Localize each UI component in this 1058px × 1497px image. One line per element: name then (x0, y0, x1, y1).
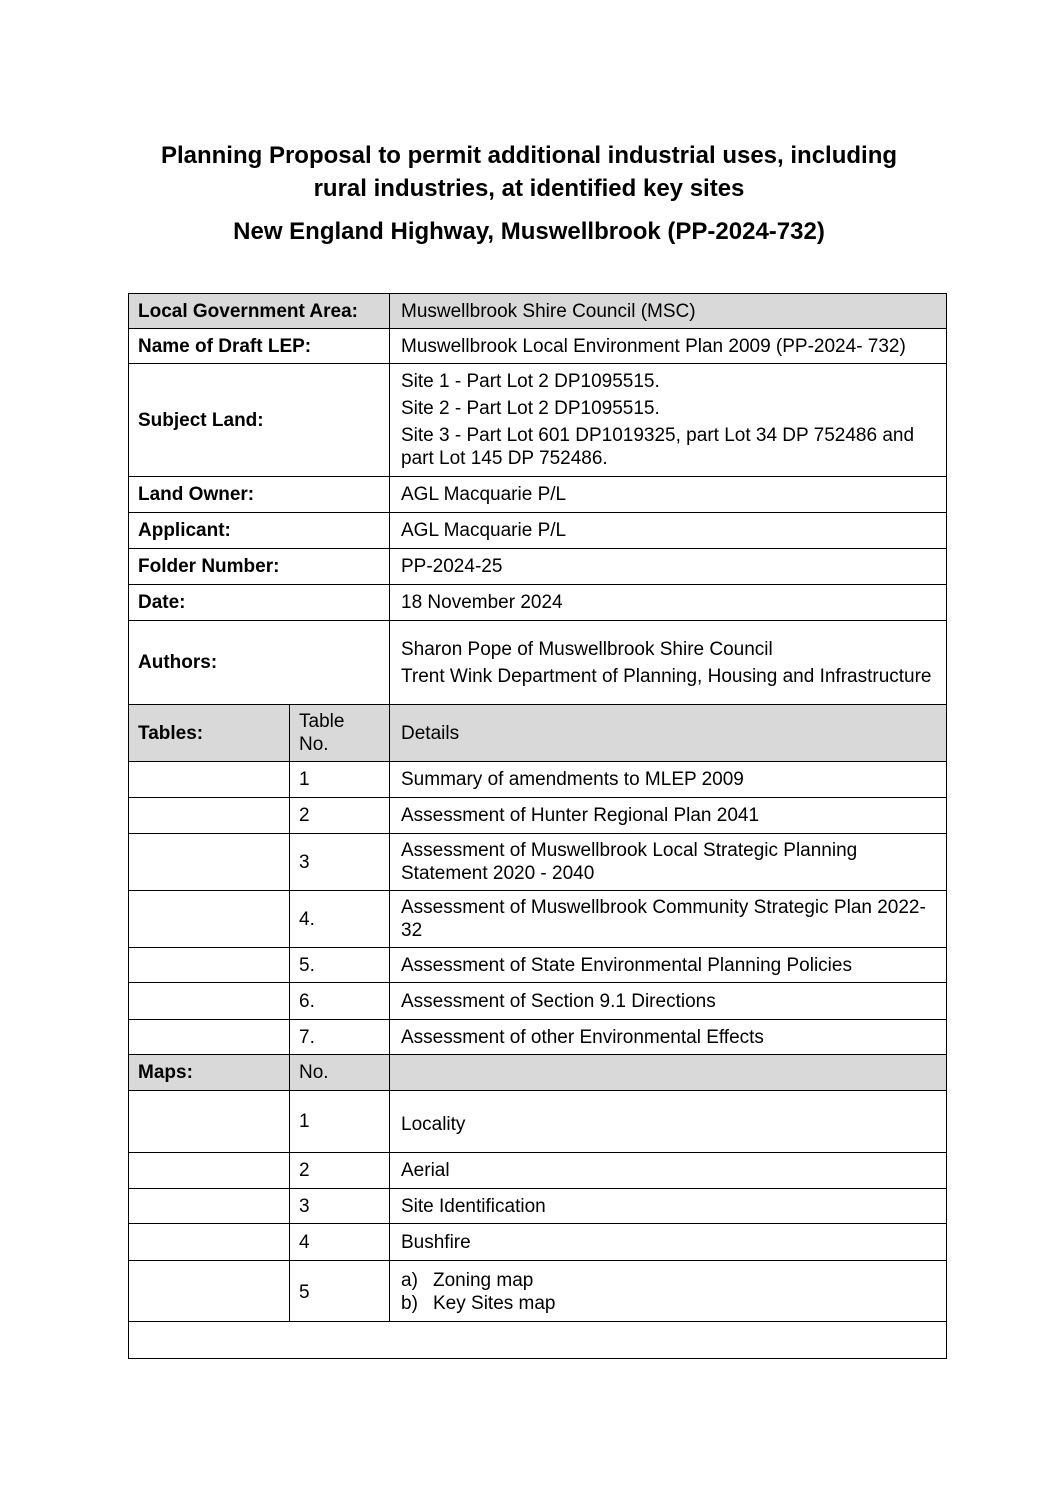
map-row-detail: Site Identification (390, 1189, 947, 1224)
subject-land-site-1: Site 1 - Part Lot 2 DP1095515. (401, 371, 660, 392)
table-row-detail: Assessment of State Environmental Planning Policies (390, 948, 947, 983)
row-land-owner (129, 477, 947, 513)
applicant-value: AGL Macquarie P/L (390, 513, 947, 549)
map-row-no: 5 (290, 1261, 390, 1322)
list-text: Key Sites map (433, 1293, 556, 1314)
applicant-label: Applicant: (129, 513, 390, 549)
table-row-no: 5. (290, 948, 390, 983)
document-subtitle: New England Highway, Muswellbrook (PP-2024-732) (233, 218, 825, 245)
details-header: Details (390, 705, 947, 762)
authors-value (390, 621, 947, 705)
empty-row (129, 1322, 947, 1359)
map-row-detail (390, 1261, 947, 1322)
table-row-no: 3 (290, 834, 390, 891)
map-row (129, 1189, 947, 1224)
lga-value: Muswellbrook Shire Council (MSC) (390, 294, 947, 329)
row-applicant (129, 513, 947, 549)
table-row-detail: Summary of amendments to MLEP 2009 (390, 762, 947, 798)
map-row-detail: Aerial (390, 1153, 947, 1189)
authors-label: Authors: (129, 621, 390, 705)
lga-label: Local Government Area: (129, 294, 390, 329)
table-row-no: 2 (290, 798, 390, 834)
list-text: Zoning map (433, 1270, 534, 1291)
table-row-detail: Assessment of Hunter Regional Plan 2041 (390, 798, 947, 834)
map-row (129, 1261, 947, 1322)
table-no-header: Table No. (290, 705, 390, 762)
row-lga (129, 294, 947, 329)
row-authors (129, 621, 947, 705)
row-draft-lep (129, 329, 947, 364)
map-row-no: 1 (290, 1091, 390, 1153)
draft-lep-value: Muswellbrook Local Environment Plan 2009 (PP-2024- 732) (390, 329, 947, 364)
map-no-header: No. (290, 1055, 390, 1091)
table-row (129, 798, 947, 834)
table-row-detail: Assessment of other Environmental Effects (390, 1020, 947, 1055)
list-marker: a) (401, 1270, 418, 1291)
list-item (401, 1292, 938, 1315)
draft-lep-label: Name of Draft LEP: (129, 329, 390, 364)
table-row-no: 7. (290, 1020, 390, 1055)
row-subject-land (129, 364, 947, 477)
table-row-detail: Assessment of Muswellbrook Community Strategic Plan 2022-32 (390, 891, 947, 948)
author-1: Sharon Pope of Muswellbrook Shire Council (401, 638, 773, 660)
maps-header-row (129, 1055, 947, 1091)
map-row (129, 1091, 947, 1153)
map-row-no: 2 (290, 1153, 390, 1189)
row-folder-number (129, 549, 947, 585)
document-title (0, 139, 1058, 205)
date-label: Date: (129, 585, 390, 621)
author-2: Trent Wink Department of Planning, Housing and Infrastructure (401, 665, 932, 687)
proposal-details-table (128, 293, 947, 1359)
map-row-no: 3 (290, 1189, 390, 1224)
map-row-no: 4 (290, 1224, 390, 1261)
map-row-detail: Locality (390, 1091, 947, 1153)
list-item (401, 1269, 938, 1292)
tables-header-row (129, 705, 947, 762)
title-line-1: Planning Proposal to permit additional industrial uses, including (160, 142, 898, 169)
map-row (129, 1224, 947, 1261)
subject-land-site-2: Site 2 - Part Lot 2 DP1095515. (401, 398, 660, 419)
map-row (129, 1153, 947, 1189)
row-date (129, 585, 947, 621)
map-row-detail: Bushfire (390, 1224, 947, 1261)
list-marker: b) (401, 1293, 418, 1314)
table-row-detail: Assessment of Section 9.1 Directions (390, 983, 947, 1020)
table-row (129, 983, 947, 1020)
subject-land-value (390, 364, 947, 477)
table-row (129, 1020, 947, 1055)
table-row-no: 4. (290, 891, 390, 948)
table-row (129, 834, 947, 891)
subject-land-site-3: Site 3 - Part Lot 601 DP1019325, part Lot 34 DP 752486 and part Lot 145 DP 752486. (401, 425, 915, 469)
folder-number-label: Folder Number: (129, 549, 390, 585)
land-owner-value: AGL Macquarie P/L (390, 477, 947, 513)
date-value: 18 November 2024 (390, 585, 947, 621)
title-line-2: rural industries, at identified key sites (313, 175, 745, 202)
land-owner-label: Land Owner: (129, 477, 390, 513)
maps-label: Maps: (129, 1055, 290, 1091)
folder-number-value: PP-2024-25 (390, 549, 947, 585)
table-row-no: 1 (290, 762, 390, 798)
table-row (129, 762, 947, 798)
table-row-detail: Assessment of Muswellbrook Local Strategic Planning Statement 2020 - 2040 (390, 834, 947, 891)
subject-land-label: Subject Land: (129, 364, 390, 477)
tables-label: Tables: (129, 705, 290, 762)
table-row (129, 948, 947, 983)
table-row-no: 6. (290, 983, 390, 1020)
table-row (129, 891, 947, 948)
